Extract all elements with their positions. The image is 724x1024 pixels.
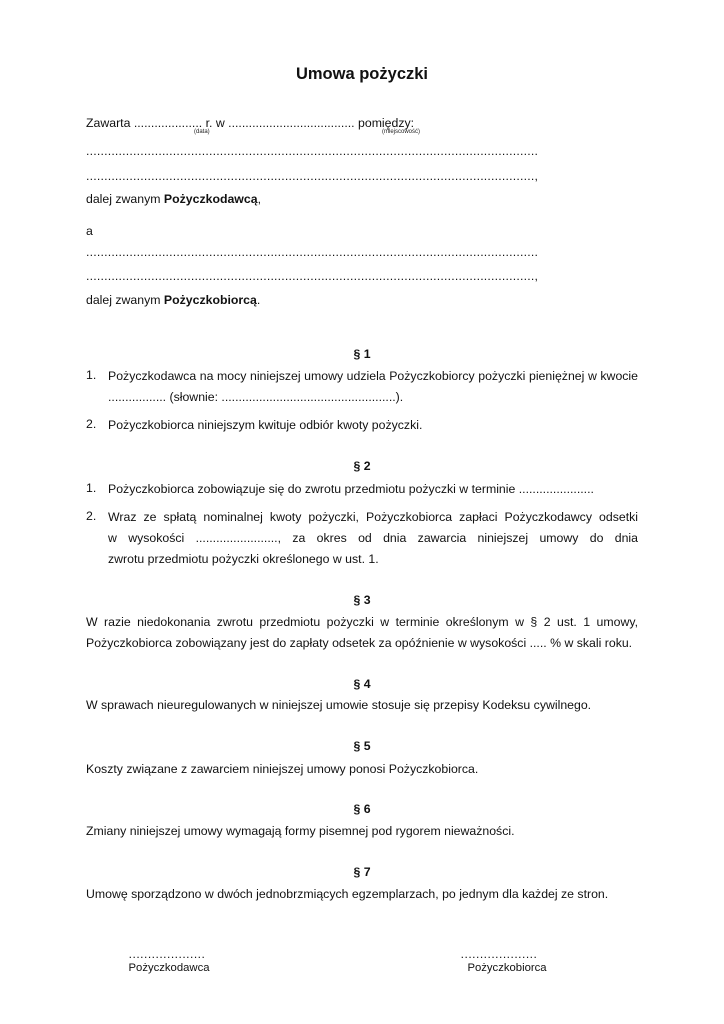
party2-line-1: ............................................................................................................................. bbox=[86, 245, 539, 259]
party2-name: Pożyczkobiorcą bbox=[163, 293, 257, 307]
section-7-text: Umowę sporządzono w dwóch jednobrzmiących egzemplarzach, po jednym dla każdej ze stron. bbox=[86, 887, 609, 901]
section-5-text: Koszty związane z zawarciem niniejszej umowy ponosi Pożyczkobiorca. bbox=[86, 762, 479, 776]
party1-name: Pożyczkodawcą bbox=[163, 192, 258, 206]
party1-line-1: ............................................................................................................................. bbox=[86, 144, 539, 158]
section-2-item-2-number: 2. bbox=[86, 509, 97, 523]
signature-label-borrower: Pożyczkobiorca bbox=[467, 962, 547, 974]
section-1-item-1-line-1: Pożyczkodawca na mocy niniejszej umowy udziela Pożyczkobiorcy pożyczki pieniężnej w kwocie bbox=[108, 369, 638, 383]
section-2-heading: § 2 bbox=[353, 459, 371, 473]
party2-line-2: ............................................................................................................................, bbox=[86, 269, 539, 283]
intro-pomiedzy: pomiędzy: bbox=[358, 116, 415, 130]
section-1-heading: § 1 bbox=[353, 347, 371, 361]
section-3-line-2: Pożyczkobiorca zobowiązany jest do zapłaty odsetek za opóźnienie w wysokości ..... % w skali roku. bbox=[86, 636, 633, 650]
party2-designation bbox=[86, 292, 260, 308]
signature-label-lender: Pożyczkodawca bbox=[128, 962, 210, 974]
section-6-text: Zmiany niniejszej umowy wymagają formy pisemnej pod rygorem nieważności. bbox=[86, 824, 515, 838]
party1-designation bbox=[86, 191, 261, 207]
section-3-line-1: W razie niedokonania zwrotu przedmiotu pożyczki w terminie określonym w § 2 ust. 1 umowy, bbox=[86, 615, 638, 629]
intro-line bbox=[86, 115, 414, 131]
intro-rw: r. w bbox=[205, 116, 225, 130]
party1-line-2: ............................................................................................................................, bbox=[86, 169, 539, 183]
party2-prefix: dalej zwanym bbox=[86, 293, 164, 307]
party2-suffix: . bbox=[256, 293, 261, 307]
section-4-text: W sprawach nieuregulowanych w niniejszej umowie stosuje się przepisy Kodeksu cywilnego. bbox=[86, 698, 592, 712]
section-2-item-1: Pożyczkobiorca zobowiązuje się do zwrotu przedmiotu pożyczki w terminie ...................... bbox=[108, 482, 594, 496]
conjunction-a: a bbox=[86, 224, 93, 238]
section-1-item-2: Pożyczkobiorca niniejszym kwituje odbiór kwoty pożyczki. bbox=[108, 418, 423, 432]
section-2-item-2-line-2: w wysokości ........................, za okres od dnia zawarcia niniejszej umowy do dnia bbox=[108, 531, 638, 545]
section-5-heading: § 5 bbox=[353, 739, 371, 753]
page-title: Umowa pożyczki bbox=[295, 65, 429, 83]
date-placeholder: .................... bbox=[133, 116, 203, 130]
signature-line-lender: .................... bbox=[128, 947, 206, 961]
section-3-heading: § 3 bbox=[353, 593, 371, 607]
section-1-item-1-number: 1. bbox=[86, 368, 97, 382]
party1-prefix: dalej zwanym bbox=[86, 192, 164, 206]
section-1-item-2-number: 2. bbox=[86, 417, 97, 431]
date-caption: (data) bbox=[194, 129, 210, 135]
section-4-heading: § 4 bbox=[353, 677, 371, 691]
place-caption: (miejscowość) bbox=[382, 129, 421, 135]
section-7-heading: § 7 bbox=[353, 865, 371, 879]
section-2-item-1-number: 1. bbox=[86, 481, 97, 495]
signature-line-borrower: .................... bbox=[460, 947, 538, 961]
place-placeholder: ..................................... bbox=[228, 116, 355, 130]
party1-suffix: , bbox=[257, 192, 261, 206]
intro-zawarta: Zawarta bbox=[86, 116, 131, 130]
section-2-item-2-line-1: Wraz ze spłatą nominalnej kwoty pożyczki, Pożyczkobiorca zapłaci Pożyczkodawcy odsetki bbox=[108, 510, 638, 524]
section-2-item-2-line-3: zwrotu przedmiotu pożyczki określonego w ust. 1. bbox=[108, 552, 379, 566]
section-6-heading: § 6 bbox=[353, 802, 371, 816]
section-1-item-1-line-2: ................. (słownie: ...................................................). bbox=[108, 390, 404, 404]
